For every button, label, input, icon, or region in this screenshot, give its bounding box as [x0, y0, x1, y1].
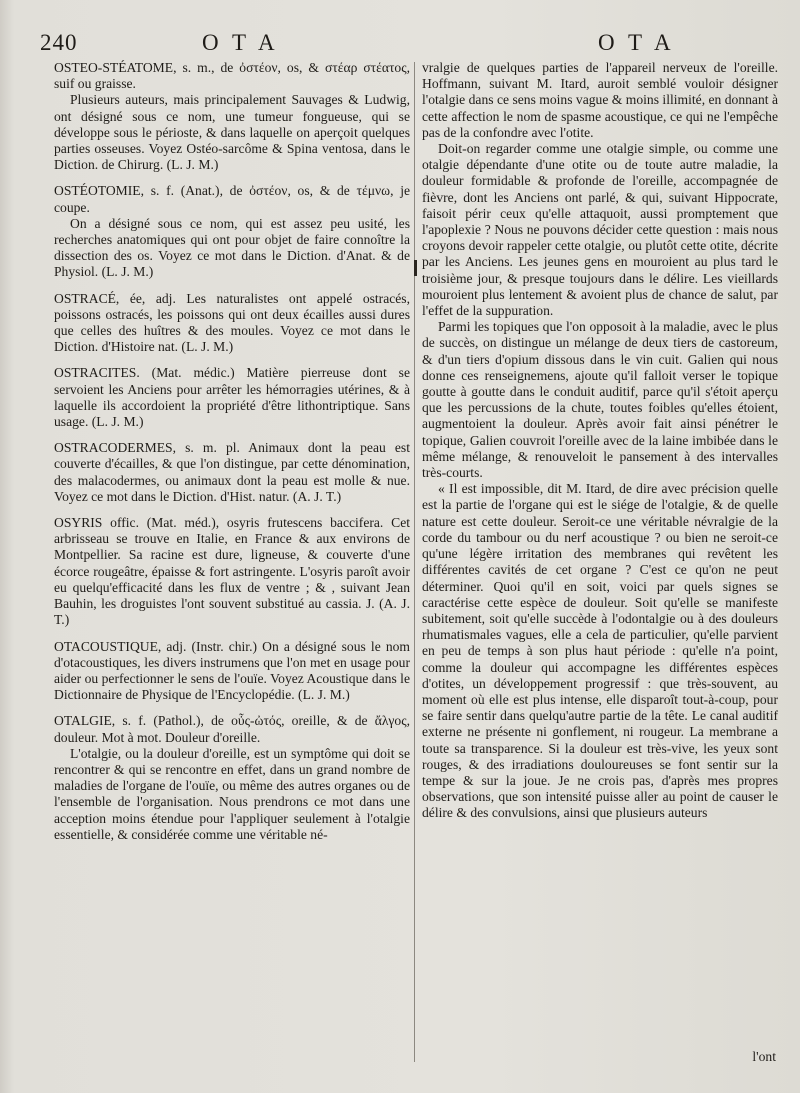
- entry-body: OTACOUSTIQUE, adj. (Instr. chir.) On a désigné sous le nom d'otacoustiques, les divers instrumens que l'on met en usage pour aider ou perfectionner le sens de l'ouïe. Voyez Acoustique dans le Dictionnaire de Physique de l'Encyclopédie. (L. J. M.): [54, 638, 410, 703]
- entry-osteotomie: [54, 183, 410, 280]
- paragraph: vralgie de quelques parties de l'appareil nerveux de l'oreille. Hoffmann, suivant M. Itard, auroit semblé vouloir désigner l'otalgie dans ce sens moins vague & moins illimité, en donnant à cette affection le nom de spasme acoustique, ce qui ne l'empêche pas de la confondre avec l'otite.: [422, 60, 778, 140]
- running-head-left: O T A: [202, 30, 279, 55]
- left-column: [54, 60, 410, 853]
- ink-mark: [414, 260, 417, 276]
- entry-body: OSTRACÉ, ée, adj. Les naturalistes ont appelé ostracés, poissons ostracés, les poissons qui ont deux écailles aussi dures que celles des huîtres & des moules. Voyez ce mot dans le Diction. d'Histoire nat. (L. J. M.): [54, 290, 410, 355]
- entry-otacoustique: [54, 639, 410, 704]
- entry-headline: OSTEO-STÉATOME, s. m., de ὀστέον, os, & στέαρ στέατος, suif ou graisse.: [54, 60, 410, 92]
- entry-osteo-steatome: [54, 60, 410, 173]
- catchword: l'ont: [752, 1049, 776, 1064]
- entry-body: OSYRIS offic. (Mat. méd.), osyris frutescens baccifera. Cet arbrisseau se trouve en Italie, en France & aux environs de Montpellier. Sa racine est dure, ligneuse, & couverte d'une écorce rougeâtre, épaisse & fort astringente. L'osyris paroît avoir eu quelqu'efficacité dans les flux de ventre ; & , suivant Jean Bauhin, les droguistes l'ont souvent substitué au cassia. J. (A. J. T.): [54, 515, 410, 628]
- entry-body: On a désigné sous ce nom, qui est assez peu usité, les recherches anatomiques qui ont pour objet de faire connoître la dissection des os. Voyez ce mot dans le Diction. d'Anat. & de Physiol. (L. J. M.): [54, 215, 410, 280]
- paragraph: Doit-on regarder comme une otalgie simple, ou comme une otalgie dépendante d'une otite ou de toute autre maladie, la douleur formidable & profonde de l'oreille, accompagnée de fièvre, dont les Anciens ont parlé, & qui, suivant Hippocrate, faisoit périr ceux qu'elle attaquoit, aussi promptement que l'apoplexie ? Nous ne pouvons décider cette question : mais nous croyons devoir rappeler cette otalgie, ou plutôt cette otite, décrite par les Anciens. Les jeunes gens en mouroient au plus tard le troisième jour, & presque toujours dans le délire. Les vieillards mouroient plus lentement & avoient plus de chance de salut, par l'effet de la suppuration.: [422, 141, 778, 319]
- page-number: 240: [40, 30, 78, 55]
- entry-body: Plusieurs auteurs, mais principalement Sauvages & Ludwig, ont désigné sous ce nom, une tumeur fongueuse, qui se développe sous le périoste, & dans laquelle on aperçoit quelques parties osseuses. Voyez Ostéo-sarcôme & Spina ventosa, dans le Diction. de Chirurg. (L. J. M.): [54, 92, 410, 173]
- column-divider: [414, 62, 415, 1062]
- entry-otalgie: [54, 713, 410, 843]
- entry-osyris: [54, 515, 410, 628]
- entry-headline: OSTÉOTOMIE, s. f. (Anat.), de ὀστέον, os, & de τέμνω, je coupe.: [54, 183, 410, 215]
- right-column: [422, 60, 778, 822]
- page-header: [40, 30, 780, 56]
- paragraph: « Il est impossible, dit M. Itard, de dire avec précision quelle est la partie de l'organe qui est le siége de l'otalgie, & de quelle nature est cette douleur. Seroit-ce une véritable névralgie de la corde du tambour ou du nerf acoustique ? ou bien ne seroit-ce qu'une légère irritation des membranes qui revêtent les différentes cavités de cet organe ? C'est ce qu'on ne peut déterminer. Quoi qu'il en soit, voici par quels signes se caractérise cette espèce de douleur. Soit qu'elle se manifeste subitement, soit qu'elle succède à l'odontalgie ou à des douleurs rhumatismales vagues, elle a cela de particulier, qu'elle parvient en peu de temps à son plus haut période : qu'elle n'a point, comme la douleur qui accompagne les différentes espèces d'otites, un développement progressif : que très-souvent, au moment où elle est plus intense, elle disparoît tout-à-coup, pour se faire sentir dans quelqu'autre partie de la tête. Le canal auditif externe ne présente ni gonflement, ni rougeur. La membrane a toute sa transparence. Si la douleur est très-vive, les yeux sont rouges, & des irradiations douloureuses se font sentir sur la tempe & sur la joue. Je ne crois pas, d'après mes propres observations, que son intensité puisse aller au point de causer le délire & des convulsions, ainsi que plusieurs auteurs: [422, 481, 778, 821]
- paragraph: Parmi les topiques que l'on opposoit à la maladie, avec le plus de succès, on distingue un mélange de deux tiers de castoreum, & d'un tiers d'opium dissous dans le vin cuit. Galien qui nous donne ces renseignemens, ajoute qu'il falloit verser le topique goutte à goutte dans le conduit auditif, parce qu'il s'étoit aperçu que les percussions de la chute, toutes foibles qu'elles étoient, augmentoient la douleur. Après avoir fait ainsi pénétrer le topique, Galien couvroit l'oreille avec de la laine imbibée dans le même mélange, & renouveloit le pansement à des intervalles très-courts.: [422, 319, 778, 481]
- running-head-right: O T A: [598, 30, 675, 55]
- entry-body: OSTRACITES. (Mat. médic.) Matière pierreuse dont se servoient les Anciens pour arrêter les hémorragies utérines, & à laquelle ils accordoient la propriété d'être lithontriptique. Sans usage. (L. J. M.): [54, 365, 410, 430]
- entry-ostracites: [54, 365, 410, 430]
- entry-ostracodermes: [54, 440, 410, 505]
- entry-ostrace: [54, 291, 410, 356]
- entry-headline: OTALGIE, s. f. (Pathol.), de οὖς-ὠτός, oreille, & de ἄλγος, douleur. Mot à mot. Douleur d'oreille.: [54, 713, 410, 745]
- entry-body: L'otalgie, ou la douleur d'oreille, est un symptôme qui doit se rencontrer & qui se rencontre en effet, dans un grand nombre de maladies de l'organe de l'ouïe, ou même des autres organes ou de l'ensemble de l'organisation. Nous prendrons ce mot dans une acception moins étendue pour l'appliquer seulement à l'otalgie essentielle, & considérée comme une véritable né-: [54, 745, 410, 842]
- entry-body: OSTRACODERMES, s. m. pl. Animaux dont la peau est couverte d'écailles, & que l'on distingue, par cette dénomination, des malacodermes, ou animaux dont la peau est molle & nue. Voyez ce mot dans le Diction. d'Hist. natur. (A. J. T.): [54, 440, 410, 504]
